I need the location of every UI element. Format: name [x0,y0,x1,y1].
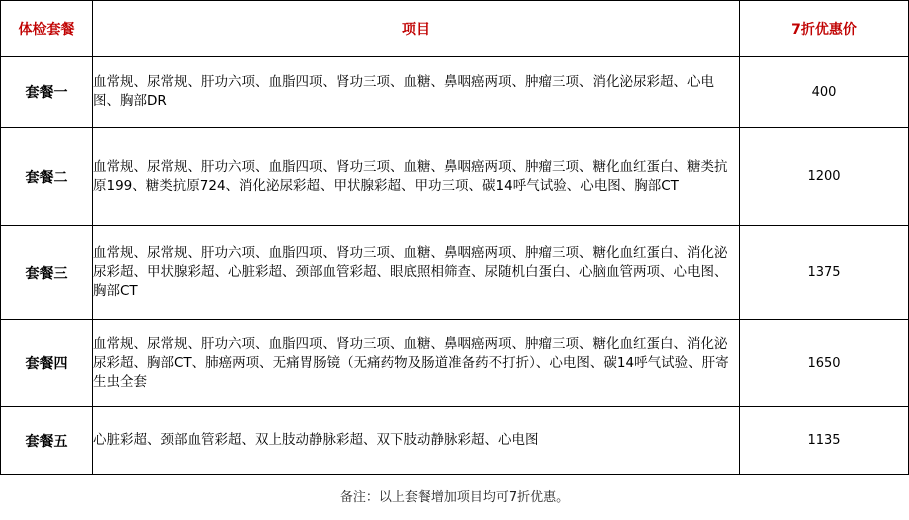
table-header-row [1,1,909,57]
package-items: 血常规、尿常规、肝功六项、血脂四项、肾功三项、血糖、鼻咽癌两项、肿瘤三项、糖化血红蛋白、糖类抗原199、糖类抗原724、消化泌尿彩超、甲状腺彩超、甲功三项、碳14呼气试验、心电图、胸部CT [93,128,740,226]
table-row [1,226,909,320]
package-name: 套餐五 [1,407,93,475]
package-price: 1375 [740,226,909,320]
header-price: 7折优惠价 [740,1,909,57]
package-price: 400 [740,57,909,128]
footnote: 备注：以上套餐增加项目均可7折优惠。 [339,490,570,505]
package-price: 1650 [740,320,909,407]
package-name: 套餐一 [1,57,93,128]
package-name: 套餐四 [1,320,93,407]
table-row [1,128,909,226]
package-items: 血常规、尿常规、肝功六项、血脂四项、肾功三项、血糖、鼻咽癌两项、肿瘤三项、消化泌尿彩超、心电图、胸部DR [93,57,740,128]
package-price: 1200 [740,128,909,226]
header-package: 体检套餐 [1,1,93,57]
package-price: 1135 [740,407,909,475]
package-items: 血常规、尿常规、肝功六项、血脂四项、肾功三项、血糖、鼻咽癌两项、肿瘤三项、糖化血红蛋白、消化泌尿彩超、胸部CT、肺癌两项、无痛胃肠镜（无痛药物及肠道准备药不打折）、心电图、碳14呼气试验、肝寄生虫全套 [93,320,740,407]
table-row [1,57,909,128]
table-row [1,407,909,475]
package-items: 心脏彩超、颈部血管彩超、双上肢动静脉彩超、双下肢动静脉彩超、心电图 [93,407,740,475]
package-name: 套餐二 [1,128,93,226]
package-name: 套餐三 [1,226,93,320]
header-items: 项目 [93,1,740,57]
package-items: 血常规、尿常规、肝功六项、血脂四项、肾功三项、血糖、鼻咽癌两项、肿瘤三项、糖化血红蛋白、消化泌尿彩超、甲状腺彩超、心脏彩超、颈部血管彩超、眼底照相筛查、尿随机白蛋白、心脑血管两项、心电图、胸部CT [93,226,740,320]
table-row [1,320,909,407]
